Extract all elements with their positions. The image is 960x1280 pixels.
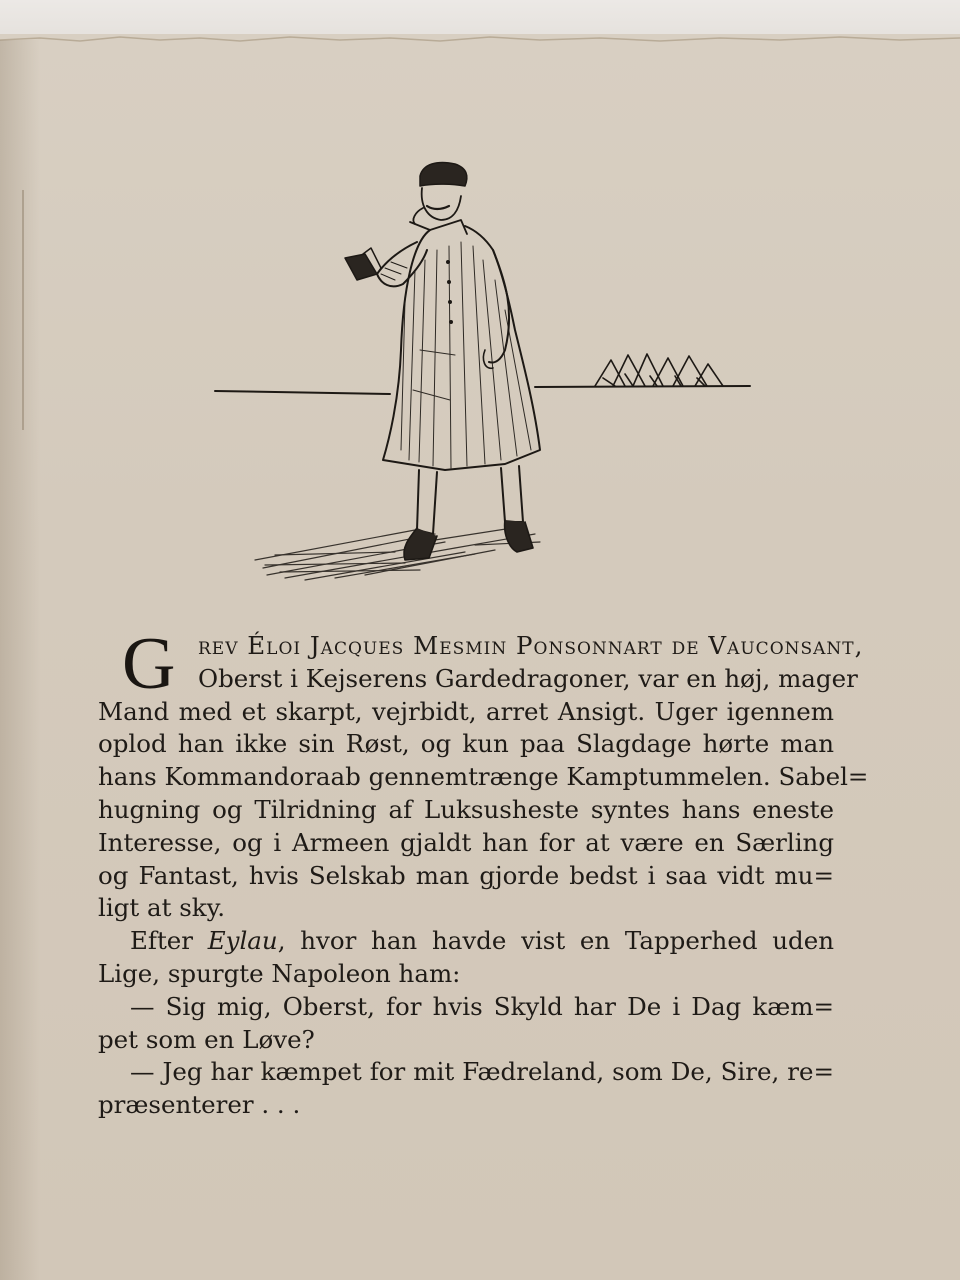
soldier-illustration-icon [205,150,765,590]
body-text [98,623,869,1122]
text-line: Oberst i Kejserens Gardedragoner, var en høj, mager [198,663,858,693]
text-line: oplod han ikke sin Røst, og kun paa Slagdage hørte man [98,729,834,759]
binding-shadow [0,40,40,1280]
text-line: rev Éloi Jacques Mesmin Ponsonnart de Vauconsant, [198,631,864,660]
text-line: præsenterer . . . [98,1090,301,1120]
text-line: og Fantast, hvis Selskab man gjorde bedst i saa vidt mu= [98,860,834,890]
text-line: pet som en Løve? [98,1024,315,1054]
tents-icon [595,354,723,386]
text-line: hans Kommandoraab gennemtrænge Kamptummelen. Sabel= [98,762,869,792]
text-line: Lige, spurgte Napoleon ham: [98,958,461,988]
text-line: Mand med et skarpt, vejrbidt, arret Ansigt. Uger igennem [98,696,834,726]
text-line: — Sig mig, Oberst, for hvis Skyld har De i Dag kæm= [130,991,834,1021]
text-line: Efter Eylau, hvor han havde vist en Tapperhed uden [130,926,834,956]
drop-cap: G [122,623,176,705]
text-line: hugning og Tilridning af Luksusheste syntes hans eneste [98,794,834,824]
text-line: ligt at sky. [98,893,226,923]
text-line: Interesse, og i Armeen gjaldt han for at være en Særling [98,827,834,857]
binding-crease [22,190,24,430]
torn-top-edge [0,30,960,48]
text-line: — Jeg har kæmpet for mit Fædreland, som De, Sire, re= [130,1057,834,1087]
